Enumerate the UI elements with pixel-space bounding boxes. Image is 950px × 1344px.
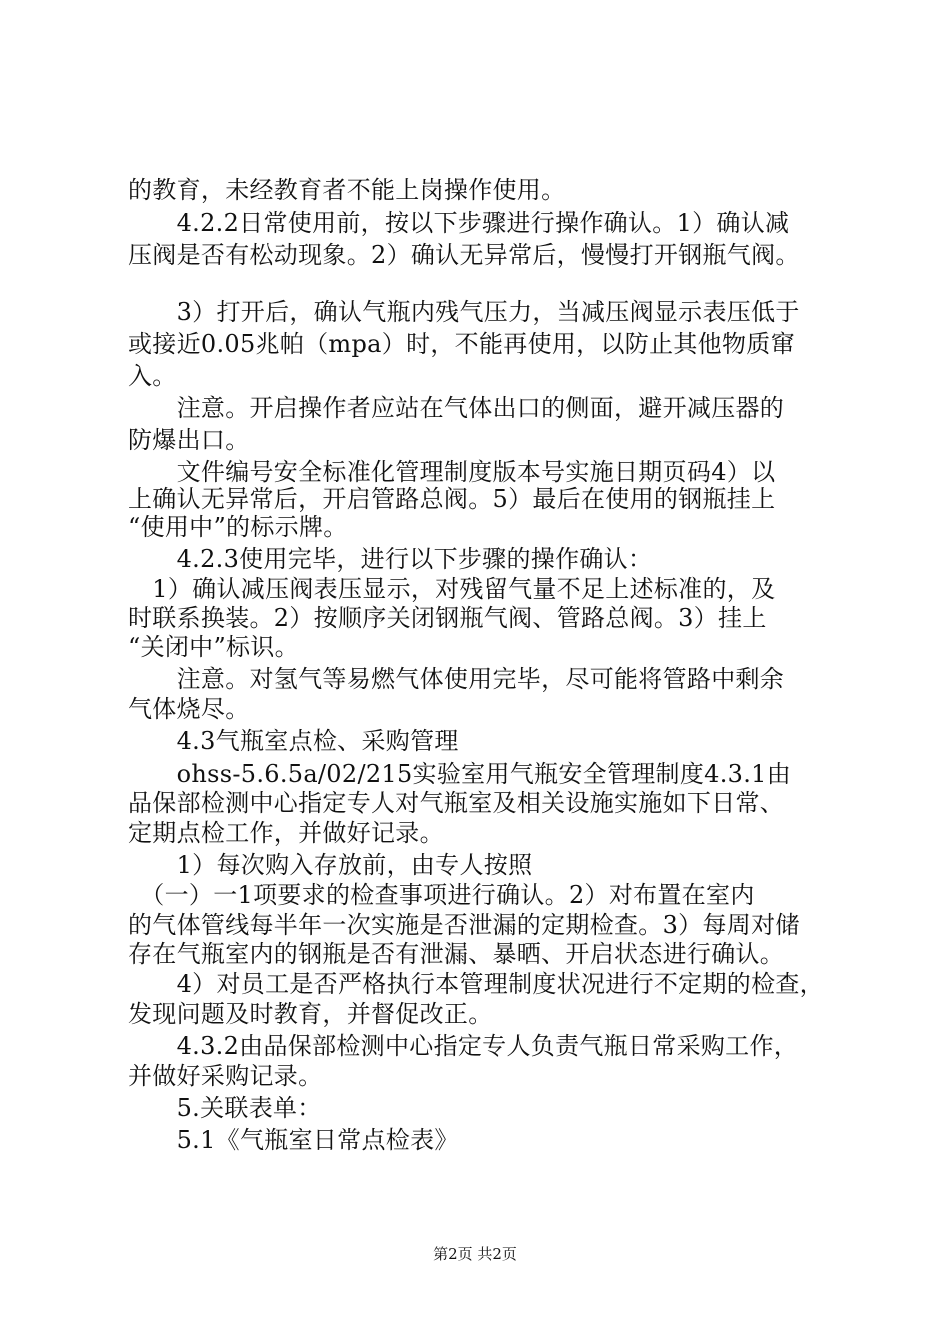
- text-line: 定期点检工作，并做好记录。: [128, 819, 444, 847]
- text-line: （一）一1项要求的检查事项进行确认。2）对布置在室内: [128, 881, 755, 909]
- text-line: 时联系换装。2）按顺序关闭钢瓶气阀、管路总阀。3）挂上: [128, 604, 767, 632]
- section-heading: 5.关联表单：: [128, 1094, 322, 1122]
- text-line: ohss-5.6.5a/02/215实验室用气瓶安全管理制度4.3.1由: [128, 760, 792, 788]
- text-line: 4）对员工是否严格执行本管理制度状况进行不定期的检查，: [128, 970, 824, 998]
- text-line: 文件编号安全标准化管理制度版本号实施日期页码4）以: [128, 458, 776, 486]
- section-heading: 4.3气瓶室点检、采购管理: [128, 727, 459, 755]
- text-line: 注意。开启操作者应站在气体出口的侧面，避开减压器的: [128, 394, 785, 422]
- text-line: 压阀是否有松动现象。2）确认无异常后，慢慢打开钢瓶气阀。: [128, 241, 800, 269]
- text-line: 4.2.3使用完毕，进行以下步骤的操作确认：: [128, 545, 653, 573]
- text-line: 4.3.2由品保部检测中心指定专人负责气瓶日常采购工作，: [128, 1032, 799, 1060]
- text-line: 上确认无异常后，开启管路总阀。5）最后在使用的钢瓶挂上: [128, 485, 776, 513]
- text-line: 或接近0.05兆帕（mpa）时，不能再使用，以防止其他物质窜: [128, 330, 795, 358]
- text-line: 品保部检测中心指定专人对气瓶室及相关设施实施如下日常、: [128, 789, 785, 817]
- text-line: 气体烧尽。: [128, 695, 250, 723]
- text-line: 的气体管线每半年一次实施是否泄漏的定期检查。3）每周对储: [128, 911, 800, 939]
- text-line: 存在气瓶室内的钢瓶是否有泄漏、暴晒、开启状态进行确认。: [128, 940, 785, 968]
- text-line: 防爆出口。: [128, 426, 250, 454]
- text-line: 5.1《气瓶室日常点检表》: [128, 1126, 459, 1154]
- text-line: “关闭中”标识。: [128, 633, 299, 661]
- text-line: 3）打开后，确认气瓶内残气压力，当减压阀显示表压低于: [128, 298, 800, 326]
- text-line: 注意。对氢气等易燃气体使用完毕，尽可能将管路中剩余: [128, 665, 785, 693]
- text-line: 的教育，未经教育者不能上岗操作使用。: [128, 176, 566, 204]
- page-footer: 第2页 共2页: [433, 1245, 517, 1263]
- text-line: 发现问题及时教育，并督促改正。: [128, 1000, 493, 1028]
- text-line: 4.2.2日常使用前，按以下步骤进行操作确认。1）确认减: [128, 209, 790, 237]
- text-line: 入。: [128, 362, 177, 390]
- text-line: 1）确认减压阀表压显示，对残留气量不足上述标准的，及: [128, 575, 776, 603]
- text-line: 并做好采购记录。: [128, 1062, 323, 1090]
- text-line: 1）每次购入存放前，由专人按照: [128, 851, 533, 879]
- text-line: “使用中”的标示牌。: [128, 513, 348, 541]
